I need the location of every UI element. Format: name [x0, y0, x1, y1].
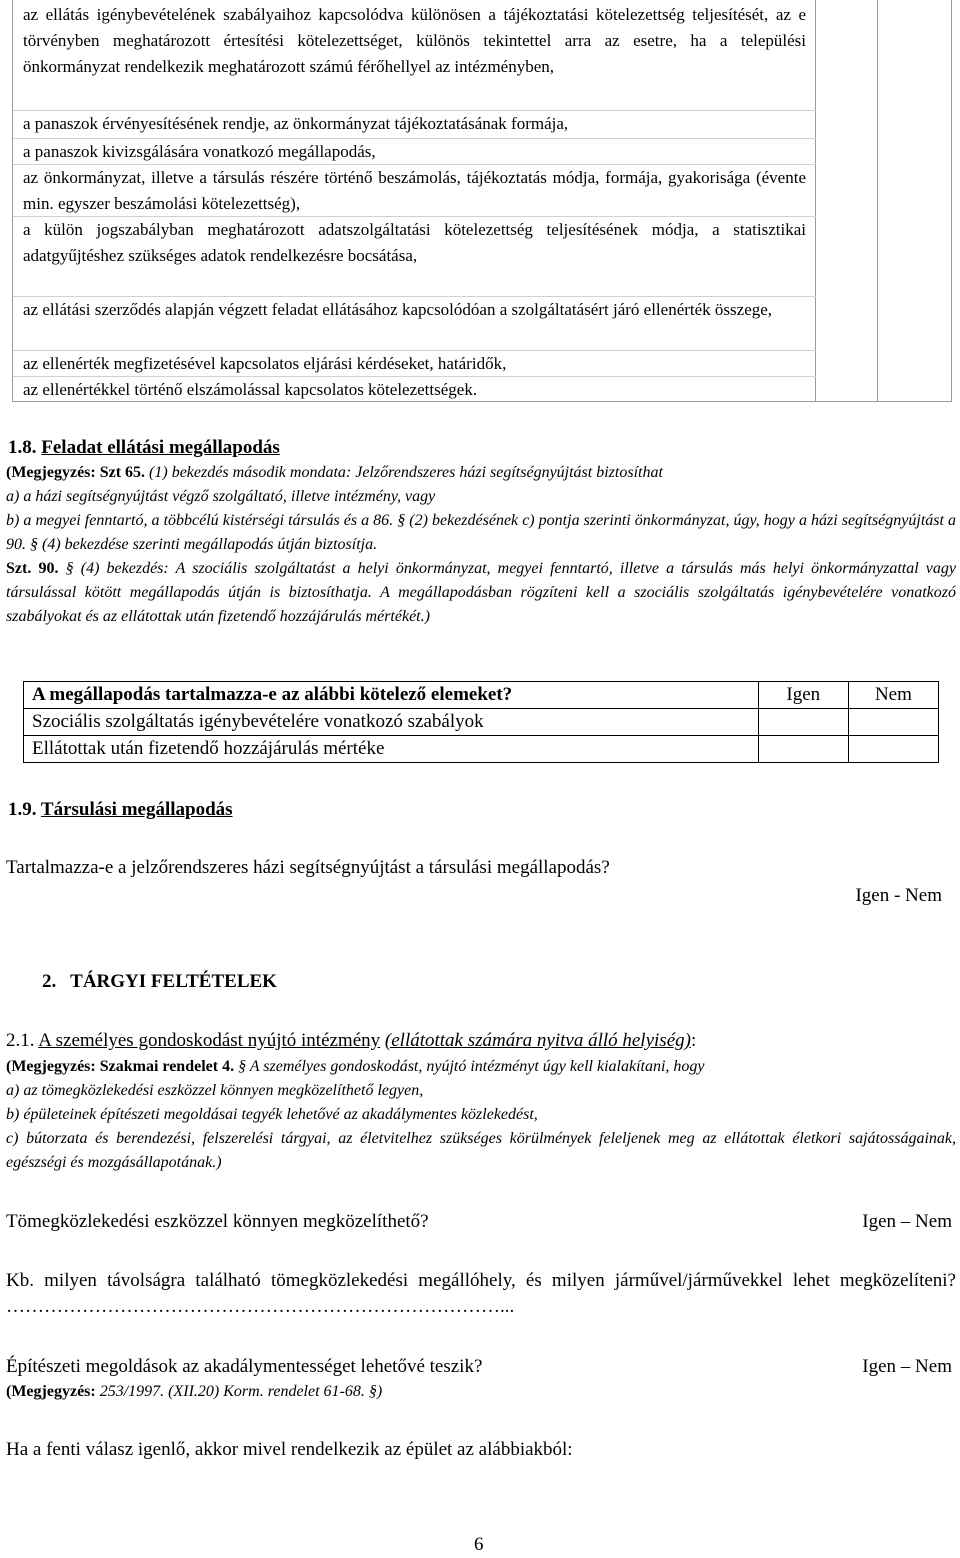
- section-number: 1.9.: [8, 799, 37, 820]
- table-cell-question: Ellátottak után fizetendő hozzájárulás mértéke: [24, 736, 759, 763]
- answer-column-no[interactable]: [878, 0, 951, 401]
- table-cell-question: Szociális szolgáltatás igénybevételére vonatkozó szabályok: [24, 709, 759, 736]
- section-2-1-note: [6, 1055, 956, 1175]
- section-1-8-heading: [8, 435, 280, 461]
- table-row: a külön jogszabályban meghatározott adatszolgáltatási kötelezettség teljesítésének módja, a statisztikai adatgyűjtéshez szükséges adatok rendelkezésre bocsátása,: [13, 216, 816, 296]
- chapter-2-heading: 2. TÁRGYI FELTÉTELEK: [42, 971, 277, 992]
- section-2-1-heading: [6, 1028, 956, 1054]
- section-title: Feladat ellátási megállapodás: [41, 437, 280, 458]
- note-text: § A személyes gondoskodást, nyújtó intézményt úgy kell kialakítani, hogy: [234, 1058, 705, 1075]
- note-label: (Megjegyzés:: [6, 1383, 96, 1400]
- question-building-features: Ha a fenti válasz igenlő, akkor mivel rendelkezik az épület az alábbiakból:: [6, 1439, 573, 1460]
- note-text: 253/1997. (XII.20) Korm. rendelet 61-68. §): [95, 1383, 383, 1400]
- table-header-no: Nem: [848, 682, 938, 709]
- yes-cell[interactable]: [758, 709, 848, 736]
- answer-public-transport[interactable]: Igen – Nem: [862, 1211, 952, 1232]
- note-label: Szt. 90.: [6, 560, 59, 577]
- question-accessibility: Építészeti megoldások az akadálymentességet lehetővé teszik?: [6, 1356, 483, 1377]
- yes-cell[interactable]: [758, 736, 848, 763]
- table-row: az ellenértékkel történő elszámolással kapcsolatos kötelezettségek.: [13, 376, 816, 402]
- section-title: Társulási megállapodás: [40, 799, 233, 820]
- note-text: b) a megyei fenntartó, a többcélú kistérségi társulás és a 86. § (2) bekezdésének c) pontja szerinti önkormányzat, úgy, hogy a házi segítségnyújtást a 90. § (4) bekezdése szerinti megállapodás útján biztosítja.: [6, 512, 956, 553]
- table-row: a panaszok érvényesítésének rendje, az önkormányzat tájékoztatásának formája,: [13, 110, 816, 138]
- table-header-question: A megállapodás tartalmazza-e az alábbi kötelező elemeket?: [24, 682, 759, 709]
- no-cell[interactable]: [848, 709, 938, 736]
- section-title: A személyes gondoskodást nyújtó intézmény: [38, 1030, 381, 1051]
- note-text: a) a házi segítségnyújtást végző szolgáltató, illetve intézmény, vagy: [6, 488, 436, 505]
- note-text: § (4) bekezdés: A szociális szolgáltatást a helyi önkormányzat, megyei fenntartó, illetve a társulás más helyi önkormányzattal vagy társulással kötött megállapodás útján is biztosíthatja. A megállapodásban rögzíteni kell a szociális szolgáltatás igénybevételére vonatkozó szabályokat és az ellátottak után fizetendő hozzájárulás mértékét.): [6, 560, 957, 625]
- page-number: 6: [474, 1534, 484, 1555]
- section-title-italic: (ellátottak számára nyitva álló helyiség): [384, 1030, 691, 1051]
- section-1-9-question: Tartalmazza-e a jelzőrendszeres házi segítségnyújtást a társulási megállapodás?: [6, 857, 610, 878]
- section-title-colon: :: [690, 1030, 697, 1051]
- answer-column-yes[interactable]: [816, 0, 878, 401]
- note-label: (Megjegyzés: Szt 65.: [6, 464, 146, 481]
- table-row: az ellátás igénybevételének szabályaihoz kapcsolódva különösen a tájékoztatási kötelezettség teljesítését, az e törvényben meghatározott értesítési kötelezettséget, különös tekintettel arra az esetre, ha a települési önkormányzat rendelkezik meghatározott számú férőhellyel az intézményben,: [23, 5, 806, 76]
- question-public-transport: Tömegközlekedési eszközzel könnyen megközelíthető?: [6, 1211, 429, 1232]
- table-row: [24, 736, 939, 763]
- table-row: a panaszok kivizsgálására vonatkozó megállapodás,: [13, 138, 816, 166]
- question-transport-distance: Kb. milyen távolságra található tömegközlekedési megállóhely, és milyen járművel/járművekkel lehet megközelíteni? ……………………………………………………………………...: [6, 1270, 956, 1317]
- section-number: 2.1.: [6, 1030, 35, 1051]
- table-row: az önkormányzat, illetve a társulás részére történő beszámolás, tájékoztatás módja, formája, gyakorisága (évente min. egyszer beszámolási kötelezettség),: [13, 164, 816, 216]
- table-header-row: [24, 682, 939, 709]
- section-1-8-note: [6, 461, 956, 629]
- table-row: az ellátási szerződés alapján végzett feladat ellátásához kapcsolódóan a szolgáltatásért járó ellenérték összege,: [13, 296, 816, 350]
- table-header-yes: Igen: [758, 682, 848, 709]
- requirements-table: [12, 0, 952, 402]
- note-text: (1) bekezdés második mondata: Jelzőrendszeres házi segítségnyújtást biztosíthat: [145, 464, 663, 481]
- section-number: 1.8.: [8, 437, 37, 458]
- note-label: (Megjegyzés: Szakmai rendelet 4.: [6, 1058, 235, 1075]
- section-1-9-heading: [8, 797, 233, 823]
- table-row: [24, 709, 939, 736]
- note-text: c) bútorzata és berendezési, felszerelési tárgyai, az életvitelhez szükséges körülmények feleljenek meg az ellátottak életkori sajátosságainak, egészségi és mozgásállapotának.): [6, 1130, 956, 1171]
- note-text: b) épületeinek építészeti megoldásai tegyék lehetővé az akadálymentes közlekedést,: [6, 1106, 538, 1123]
- agreement-elements-table: [23, 681, 939, 763]
- note-text: a) az tömegközlekedési eszközzel könnyen megközelíthető legyen,: [6, 1082, 424, 1099]
- table-row: az ellenérték megfizetésével kapcsolatos eljárási kérdéseket, határidők,: [13, 350, 816, 376]
- no-cell[interactable]: [848, 736, 938, 763]
- answer-accessibility[interactable]: Igen – Nem: [862, 1356, 952, 1377]
- section-1-9-answer[interactable]: Igen - Nem: [855, 885, 942, 906]
- requirements-text-column: [13, 0, 816, 401]
- accessibility-note: [6, 1380, 382, 1404]
